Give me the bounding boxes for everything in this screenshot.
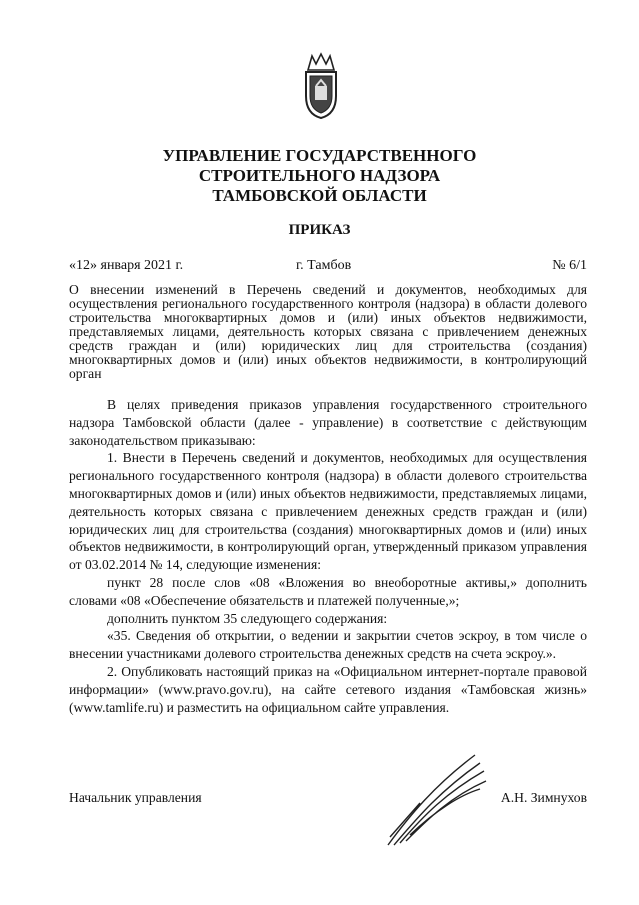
coat-of-arms-icon	[298, 52, 344, 120]
handwritten-signature	[380, 745, 490, 855]
header-line-3: ТАМБОВСКОЙ ОБЛАСТИ	[212, 186, 427, 205]
header-line-2: СТРОИТЕЛЬНОГО НАДЗОРА	[198, 166, 441, 185]
order-number: № 6/1	[552, 258, 587, 273]
paragraph-amendment-28: пункт 28 после слов «08 «Вложения во внеоборотные активы,» дополнить словами «08 «Обеспечение обязательств и платежей полученные,»;	[69, 574, 587, 608]
paragraph-item-2: 2. Опубликовать настоящий приказ на «Официальном интернет-портале правовой информации» (www.pravo.gov.ru), на сайте сетевого издания «Тамбовская жизнь» (www.tamlife.ru) и разместить на официальном сайте управления.	[69, 663, 587, 715]
order-date: «12» января 2021 г.	[69, 258, 184, 273]
paragraph-item-35-text: «35. Сведения об открытии, о ведении и закрытии счетов эскроу, в том числе о внесении участниками долевого строительства денежных средств на счета эскроу.».	[69, 628, 587, 662]
paragraph-item-1: 1. Внести в Перечень сведений и документов, необходимых для осуществления регионального государственного контроля (надзора) в области долевого строительства многоквартирных домов и (или) иных объектов недвижимости, представляемых лицами, деятельность которых связана с привлечением денежных средств граждан и (или) юридических лиц для строительства (создания) многоквартирных домов и (или) иных объектов недвижимости, в контролирующий орган, утвержденный приказом управления от 03.02.2014 № 14, следующие изменения:	[69, 450, 587, 573]
order-body	[69, 396, 587, 716]
header-line-1: УПРАВЛЕНИЕ ГОСУДАРСТВЕННОГО	[162, 146, 477, 165]
order-title: ПРИКАЗ	[288, 222, 351, 238]
order-city: г. Тамбов	[296, 258, 352, 273]
organization-header	[0, 146, 639, 206]
paragraph-add-35: дополнить пунктом 35 следующего содержания:	[107, 610, 388, 626]
signatory-position: Начальник управления	[69, 790, 202, 805]
paragraph-preamble: В целях приведения приказов управления государственного строительного надзора Тамбовской области (далее - управление) в соответствие с действующим законодательством приказываю:	[69, 397, 587, 448]
signatory-name: А.Н. Зимнухов	[500, 790, 587, 805]
order-subject: О внесении изменений в Перечень сведений и документов, необходимых для осуществления регионального государственного контроля (надзора) в области долевого строительства многоквартирных домов и (или) иных объектов недвижимости, представляемых лицами, деятельность которых связана с привлечением денежных средств граждан и (или) юридических лиц для строительства (создания) многоквартирных домов и (или) иных объектов недвижимости, в контролирующий орган	[69, 282, 587, 381]
